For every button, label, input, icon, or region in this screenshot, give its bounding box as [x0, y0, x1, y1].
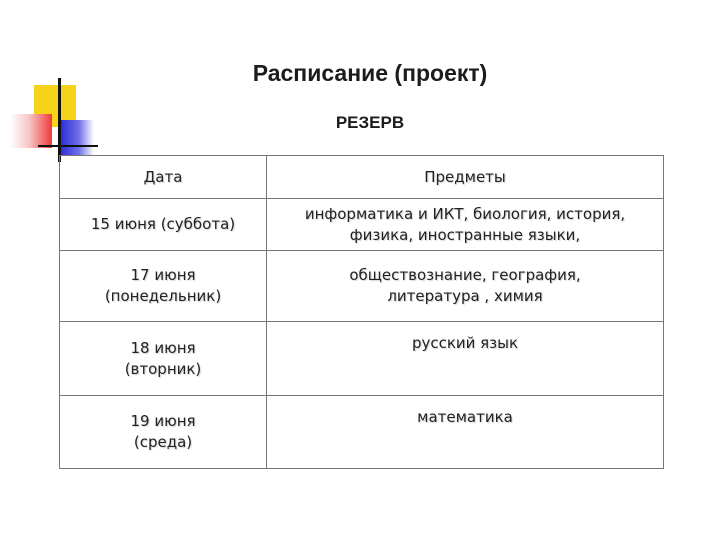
slide-title: Расписание (проект): [252, 60, 488, 86]
row-subjects: математика: [267, 396, 664, 469]
table-row: [60, 251, 664, 322]
header-subjects: Предметы: [267, 156, 664, 199]
table-row: [60, 322, 664, 396]
schedule-table: [59, 155, 664, 469]
row-subjects: информатика и ИКТ, биология, история, физика, иностранные языки,: [267, 199, 664, 251]
table-header-row: [60, 156, 664, 199]
row-date: 15 июня (суббота): [60, 199, 267, 251]
row-date: 17 июня (понедельник): [60, 251, 267, 322]
table-row: [60, 199, 664, 251]
header-date: Дата: [60, 156, 267, 199]
table-row: [60, 396, 664, 469]
slide-subtitle: РЕЗЕРВ: [335, 113, 405, 132]
row-date: 18 июня (вторник): [60, 322, 267, 396]
row-subjects: русский язык: [267, 322, 664, 396]
decor-horizontal-line: [38, 145, 98, 147]
row-date: 19 июня (среда): [60, 396, 267, 469]
row-subjects: обществознание, география, литература , химия: [267, 251, 664, 322]
